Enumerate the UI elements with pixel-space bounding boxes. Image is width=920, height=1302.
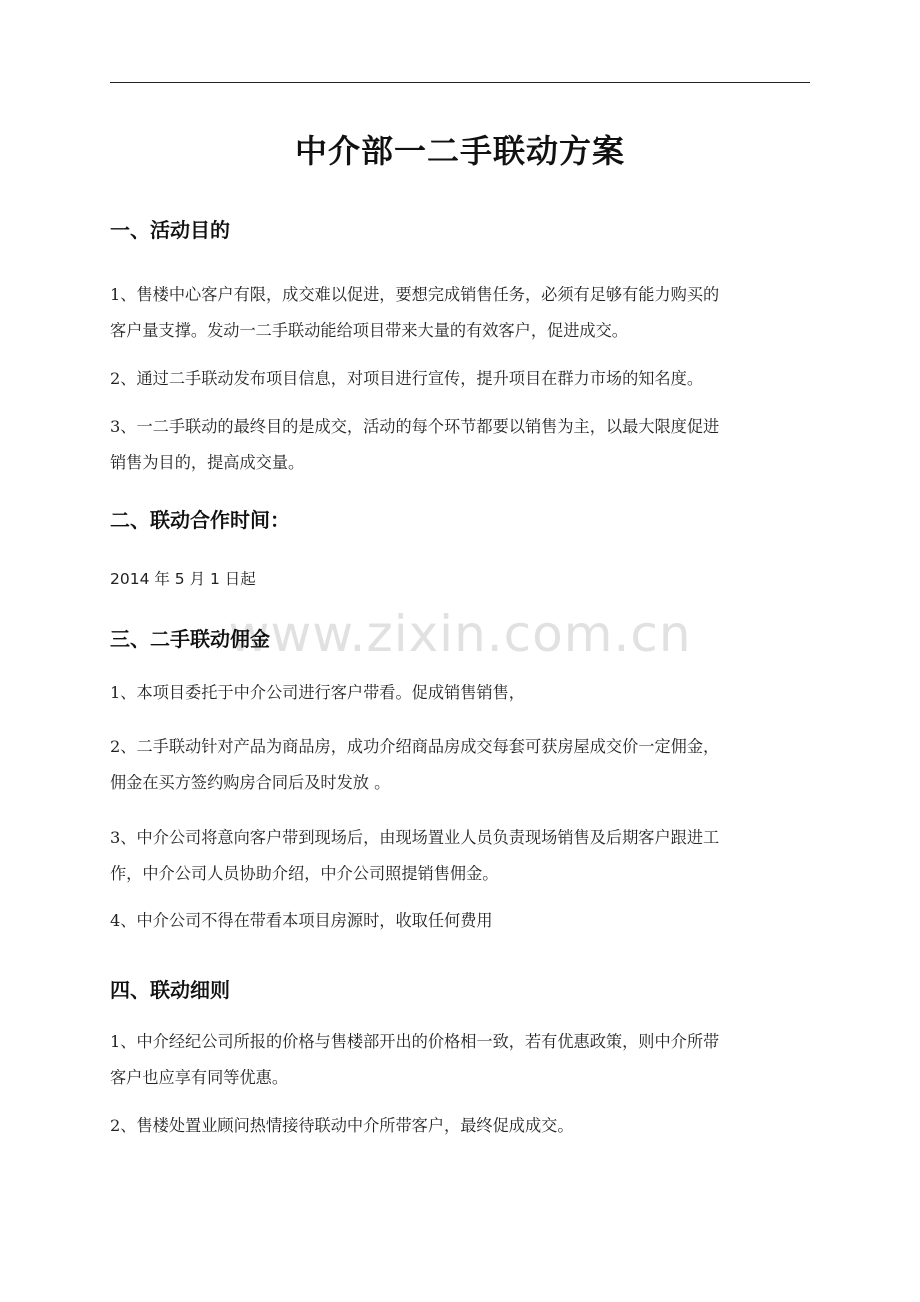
text-segment: 佣金， <box>670 737 720 756</box>
paragraph-purpose-1 <box>110 277 810 349</box>
paragraph-commission-4 <box>110 903 810 939</box>
text-line: 2、售楼处置业顾问热情接待联动中介所带客户，最终促成成交。 <box>110 1116 574 1135</box>
text-line: 1、售楼中心客户有限，成交难以促进，要想完成销售任务，必须有足够有能力购买的 <box>110 285 720 304</box>
text-line: 佣金在买方签约购房合同后及时发放 。 <box>110 773 391 792</box>
text-line: 2、通过二手联动发布项目信息，对项目进行宣传，提升项目在群力市场的知名度。 <box>110 369 704 388</box>
paragraph-commission-2 <box>110 729 810 801</box>
text-line: 客户量支撑。发动一二手联动能给项目带来大量的有效客户，促进成交。 <box>110 321 628 340</box>
section-heading-purpose: 一、活动目的 <box>110 218 230 242</box>
section-heading-rules: 四、联动细则 <box>110 978 230 1002</box>
text-line <box>110 729 810 765</box>
text-line: 3、一二手联动的最终目的是成交，活动的每个环节都要以销售为主，以最大限度促进 <box>110 417 720 436</box>
paragraph-purpose-3 <box>110 409 810 481</box>
paragraph-purpose-2 <box>110 361 810 397</box>
text-line: 2014 年 5 月 1 日起 <box>110 570 256 588</box>
paragraph-rules-2 <box>110 1108 810 1144</box>
paragraph-rules-1 <box>110 1024 810 1096</box>
text-line: 销售为目的，提高成交量。 <box>110 453 305 472</box>
text-line: 1、本项目委托于中介公司进行客户带看。促成销售销售， <box>110 683 525 702</box>
section-heading-commission: 三、二手联动佣金 <box>110 627 270 651</box>
paragraph-period <box>110 561 810 597</box>
section-heading-period: 二、联动合作时间： <box>110 508 290 532</box>
text-line: 客户也应享有同等优惠。 <box>110 1068 289 1087</box>
header-rule <box>110 82 810 83</box>
paragraph-commission-1 <box>110 675 810 711</box>
document-title: 中介部一二手联动方案 <box>294 132 625 170</box>
text-line: 4、中介公司不得在带看本项目房源时，收取任何费用 <box>110 911 493 930</box>
text-line: 3、中介公司将意向客户带到现场后，由现场置业人员负责现场销售及后期客户跟进工 <box>110 828 720 847</box>
emphasis-text: 一定 <box>638 737 671 756</box>
watermark: www.zixin.com.cn <box>228 605 692 663</box>
text-line: 作，中介公司人员协助介绍，中介公司照提销售佣金。 <box>110 864 499 883</box>
text-line: 1、中介经纪公司所报的价格与售楼部开出的价格相一致，若有优惠政策，则中介所带 <box>110 1032 720 1051</box>
paragraph-commission-3 <box>110 820 810 892</box>
text-segment: 2、二手联动针对产品为商品房，成功介绍商品房成交每套可获房屋成交价 <box>110 737 639 756</box>
